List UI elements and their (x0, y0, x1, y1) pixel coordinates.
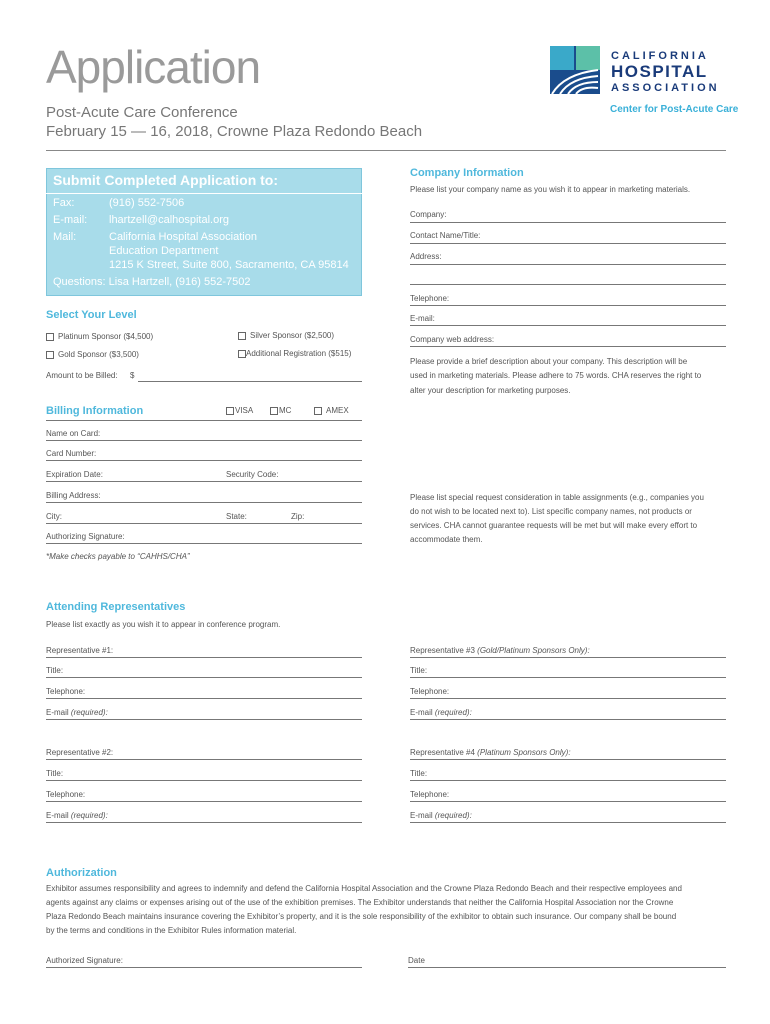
card-number-input[interactable] (46, 460, 362, 461)
rep3-label: Representative #3 (Gold/Platinum Sponsors Only): (410, 646, 590, 655)
rep1-phone-input[interactable] (46, 698, 362, 699)
expiration-label: Expiration Date: (46, 470, 103, 479)
email-label: E-mail: (53, 214, 88, 226)
city-label: City: (46, 512, 62, 521)
billing-heading: Billing Information (46, 405, 144, 417)
reps-intro: Please list exactly as you wish it to appear in conference program. (46, 620, 281, 629)
visa-checkbox[interactable] (226, 407, 234, 415)
visa-option[interactable]: VISA (226, 406, 253, 415)
level-heading: Select Your Level (46, 309, 137, 321)
authorization-heading: Authorization (46, 867, 117, 879)
mail-line-3: 1215 K Street, Suite 800, Sacramento, CA 95814 (109, 259, 349, 271)
reps-heading: Attending Representatives (46, 601, 186, 613)
expiration-security-input[interactable] (46, 481, 362, 482)
date-label: Date (408, 956, 425, 965)
rep2-input[interactable] (46, 759, 362, 760)
rep2-title-label: Title: (46, 769, 64, 778)
platinum-option[interactable]: Platinum Sponsor ($4,500) (46, 332, 153, 341)
rep4-title-label: Title: (410, 769, 428, 778)
telephone-input[interactable] (410, 305, 726, 306)
amex-checkbox[interactable] (314, 407, 322, 415)
billing-address-label: Billing Address: (46, 491, 101, 500)
rep3-phone-label: Telephone: (410, 687, 450, 696)
rep2-title-input[interactable] (46, 780, 362, 781)
company-email-input[interactable] (410, 325, 726, 326)
page-title: Application (46, 41, 261, 93)
web-label: Company web address: (410, 335, 495, 344)
checks-note: *Make checks payable to “CAHHS/CHA” (46, 552, 190, 561)
authorizing-signature-input[interactable] (46, 543, 362, 544)
rep2-phone-input[interactable] (46, 801, 362, 802)
rep1-email-label: E-mail (required): (46, 708, 108, 717)
company-label: Company: (410, 210, 447, 219)
billing-address-input[interactable] (46, 502, 362, 503)
amount-input[interactable] (138, 381, 362, 382)
conference-dates: February 15 — 16, 2018, Crowne Plaza Redondo Beach (46, 123, 423, 140)
address-input-2[interactable] (410, 284, 726, 285)
card-name-label: Name on Card: (46, 429, 101, 438)
company-intro: Please list your company name as you wish it to appear in marketing materials. (410, 185, 691, 194)
rep3-phone-input[interactable] (410, 698, 726, 699)
rep2-email-label: E-mail (required): (46, 811, 108, 820)
request-line-3: services. CHA cannot guarantee requests will be met but will make every effort to (410, 521, 698, 530)
mail-label: Mail: (53, 231, 77, 243)
telephone-label: Telephone: (410, 294, 450, 303)
logo-line-1: CALIFORNIA (611, 50, 709, 62)
rep2-label: Representative #2: (46, 748, 114, 757)
mc-option[interactable]: MC (270, 406, 291, 415)
rep4-email-input[interactable] (410, 822, 726, 823)
description-line-1: Please provide a brief description about your company. This description will be (410, 357, 688, 366)
card-number-label: Card Number: (46, 449, 97, 458)
rep2-phone-label: Telephone: (46, 790, 86, 799)
rep3-email-label: E-mail (required): (410, 708, 472, 717)
security-label: Security Code: (226, 470, 279, 479)
questions-contact: Questions: Lisa Hartzell, (916) 552-7502 (53, 276, 251, 288)
authorizing-signature-label: Authorizing Signature: (46, 532, 125, 541)
mail-line-2: Education Department (109, 245, 219, 257)
gold-option[interactable]: Gold Sponsor ($3,500) (46, 350, 139, 359)
rep4-phone-input[interactable] (410, 801, 726, 802)
rep1-phone-label: Telephone: (46, 687, 86, 696)
rep4-email-label: E-mail (required): (410, 811, 472, 820)
card-name-input[interactable] (46, 440, 362, 441)
amex-option[interactable]: AMEX (314, 406, 349, 415)
fax-label: Fax: (53, 197, 75, 209)
authorization-line-2: agents against any claims or expenses arising out of the use of the exhibition premises. The Exhibitor understands that neither the California Hospital Association nor the Crowne (46, 898, 674, 907)
authorization-line-1: Exhibitor assumes responsibility and agrees to indemnify and defend the California Hospital Association and the Crowne Plaza Redondo Beach and their respective employees and (46, 884, 682, 893)
description-line-3: alter your description for marketing purposes. (410, 386, 571, 395)
description-line-2: used in marketing materials. Please adhere to 75 words. CHA reserves the right to (410, 371, 702, 380)
rep4-phone-label: Telephone: (410, 790, 450, 799)
rep4-input[interactable] (410, 759, 726, 760)
rep2-email-input[interactable] (46, 822, 362, 823)
contact-input[interactable] (410, 243, 726, 244)
billing-divider (46, 420, 362, 421)
mc-checkbox[interactable] (270, 407, 278, 415)
rep4-title-input[interactable] (410, 780, 726, 781)
company-heading: Company Information (410, 167, 524, 179)
state-label: State: (226, 512, 247, 521)
contact-label: Contact Name/Title: (410, 231, 481, 240)
rep1-title-label: Title: (46, 666, 64, 675)
fax-value: (916) 552-7506 (109, 197, 185, 209)
rep3-input[interactable] (410, 657, 726, 658)
request-line-1: Please list special request consideration in table assignments (e.g., companies you (410, 493, 704, 502)
rep3-title-input[interactable] (410, 677, 726, 678)
zip-label: Zip: (291, 512, 305, 521)
city-state-zip-input[interactable] (46, 523, 362, 524)
cha-logo-icon (550, 46, 600, 94)
rep3-title-label: Title: (410, 666, 428, 675)
authorization-line-4: by the terms and conditions in the Exhibitor Rules information material. (46, 926, 297, 935)
rep3-email-input[interactable] (410, 719, 726, 720)
gold-checkbox[interactable] (46, 351, 54, 359)
logo-tagline: Center for Post-Acute Care (610, 104, 739, 115)
header-divider (46, 150, 726, 151)
rep1-input[interactable] (46, 657, 362, 658)
amount-label: Amount to be Billed: (46, 371, 118, 380)
conference-name: Post-Acute Care Conference (46, 104, 238, 121)
address-label: Address: (410, 252, 442, 261)
email-value[interactable]: lhartzell@calhospital.org (109, 214, 230, 226)
authorized-signature-label: Authorized Signature: (46, 956, 123, 965)
rep4-label: Representative #4 (Platinum Sponsors Only): (410, 748, 571, 757)
request-line-2: do not wish to be located next to). List specific company names, not products or (410, 507, 692, 516)
amount-currency: $ (130, 371, 135, 380)
authorized-signature-input[interactable] (46, 967, 362, 968)
company-email-label: E-mail: (410, 314, 435, 323)
mail-line-1: California Hospital Association (109, 231, 257, 243)
rep1-label: Representative #1: (46, 646, 114, 655)
platinum-checkbox[interactable] (46, 333, 54, 341)
web-input[interactable] (410, 346, 726, 347)
rep1-email-input[interactable] (46, 719, 362, 720)
logo-line-3: ASSOCIATION (611, 82, 720, 94)
submit-title: Submit Completed Application to: (53, 172, 279, 188)
logo-line-2: HOSPITAL (611, 62, 708, 81)
additional-checkbox[interactable] (238, 350, 246, 358)
submit-divider (46, 193, 362, 194)
silver-checkbox[interactable] (238, 332, 246, 340)
date-input[interactable] (408, 967, 726, 968)
additional-option[interactable]: Additional Registration ($515) (238, 349, 351, 358)
address-input-1[interactable] (410, 264, 726, 265)
authorization-line-3: Plaza Redondo Beach maintains insurance covering the Exhibitor’s property, and it is the sole responsibility of the exhibitor to obtain such insurance. Our company shall be bound (46, 912, 677, 921)
request-line-4: accommodate them. (410, 535, 483, 544)
company-input[interactable] (410, 222, 726, 223)
rep1-title-input[interactable] (46, 677, 362, 678)
silver-option[interactable]: Silver Sponsor ($2,500) (238, 331, 334, 340)
